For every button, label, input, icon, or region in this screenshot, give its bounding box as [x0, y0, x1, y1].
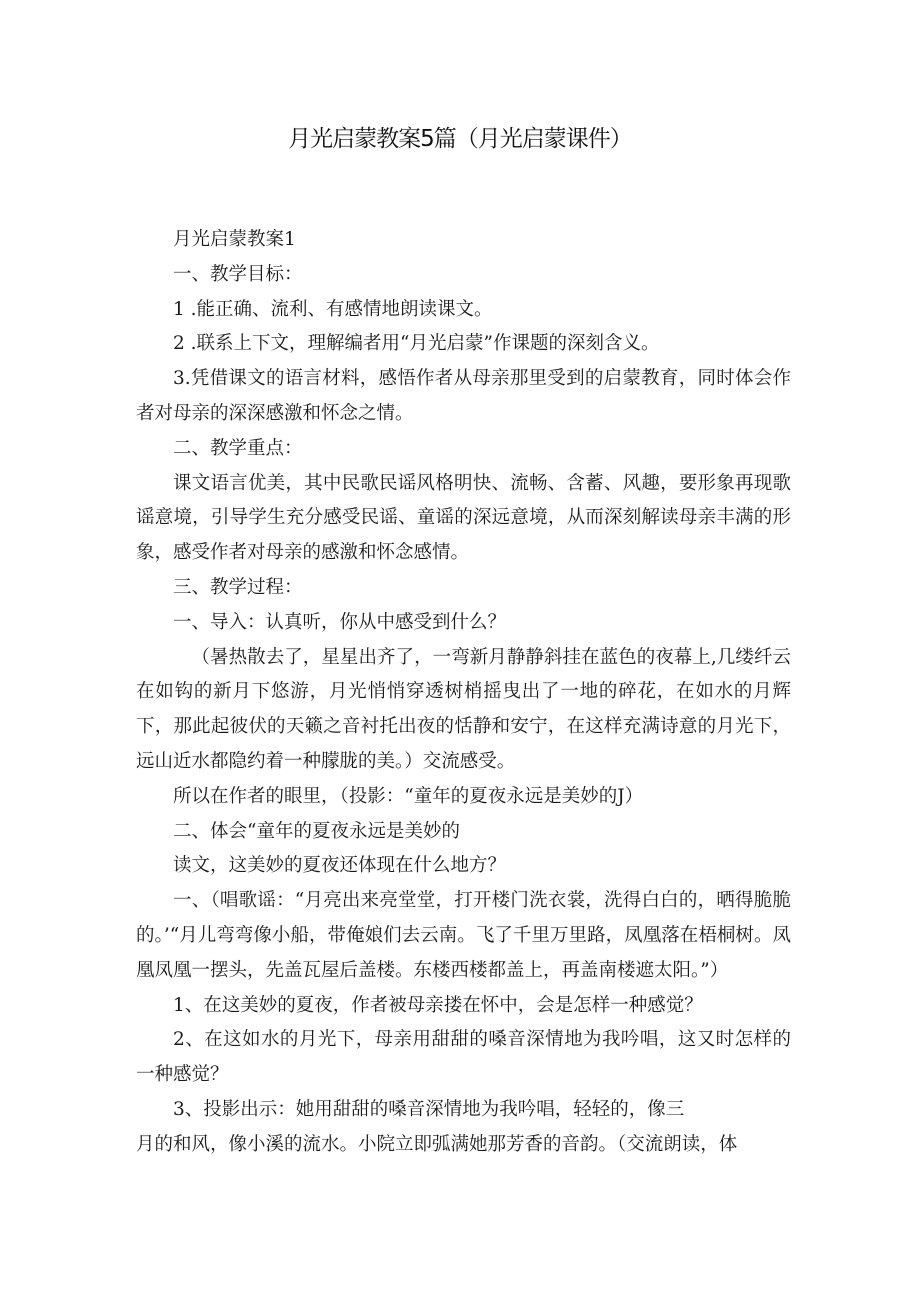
list-item: 3.凭借课文的语言材料，感悟作者从母亲那里受到的启蒙教育，同时体会作者对母亲的深深感激和怀念之情。 [136, 368, 791, 424]
paragraph: 二、体会“童年的夏夜永远是美妙的 [173, 820, 460, 842]
paragraph: 所以在作者的眼里，（投影：“童年的夏夜永远是美妙的J） [173, 785, 644, 807]
paragraph: 一、导入：认真听，你从中感受到什么？ [173, 611, 507, 633]
paragraph: 月的和风，像小溪的流水。小院立即弧满她那芳香的音韵。（交流朗读，体 [136, 1133, 738, 1155]
paragraph: 课文语言优美，其中民歌民谣风格明快、流畅、含蓄、风趣，要形象再现歌谣意境，引导学生充分感受民谣、童谣的深远意境，从而深刻解读母亲丰满的形象，感受作者对母亲的感激和怀念感情。 [136, 472, 791, 564]
list-item: 1 .能正确、流利、有感情地朗读课文。 [173, 298, 493, 320]
document-title: 月光启蒙教案5篇（月光启蒙课件） [288, 126, 632, 152]
section-heading: 一、教学目标： [173, 263, 303, 285]
paragraph: 2、在这如水的月光下，母亲用甜甜的嗓音深情地为我吟唱，这又时怎样的一种感觉？ [136, 1029, 791, 1086]
paragraph: 一、（唱歌谣：“月亮出来亮堂堂，打开楼门洗衣裳，洗得白白的，晒得脆脆的。’“月儿弯弯像小船，带俺娘们去云南。飞了千里万里路，凤凰落在梧桐树。凤凰凤凰一摆头，先盖瓦屋后盖楼。东楼西楼都盖上，再盖南楼遮太阳。”） [136, 890, 791, 981]
section-heading: 二、教学重点： [173, 437, 303, 459]
paragraph: 读文，这美妙的夏夜还体现在什么地方？ [173, 855, 507, 877]
section-heading: 月光启蒙教案1 [173, 229, 296, 250]
paragraph: （暑热散去了，星星出齐了，一弯新月静静斜挂在蓝色的夜幕上,几缕纤云在如钩的新月下悠游，月光悄悄穿透树梢摇曳出了一地的碎花，在如水的月辉下，那此起彼伏的天籁之音衬托出夜的恬静和安宁，在这样充满诗意的月光下，远山近水都隐约着一种朦胧的美。）交流感受。 [136, 646, 791, 772]
paragraph: 1、在这美妙的夏夜，作者被母亲搂在怀中，会是怎样一种感觉？ [173, 994, 703, 1016]
list-item: 2 .联系上下文，理解编者用“月光启蒙”作课题的深刻含义。 [173, 333, 660, 355]
document-body [136, 223, 791, 1163]
paragraph: 3、投影出示：她用甜甜的嗓音深情地为我吟唱，轻轻的，像三 [173, 1098, 685, 1120]
section-heading: 三、教学过程： [173, 576, 303, 598]
